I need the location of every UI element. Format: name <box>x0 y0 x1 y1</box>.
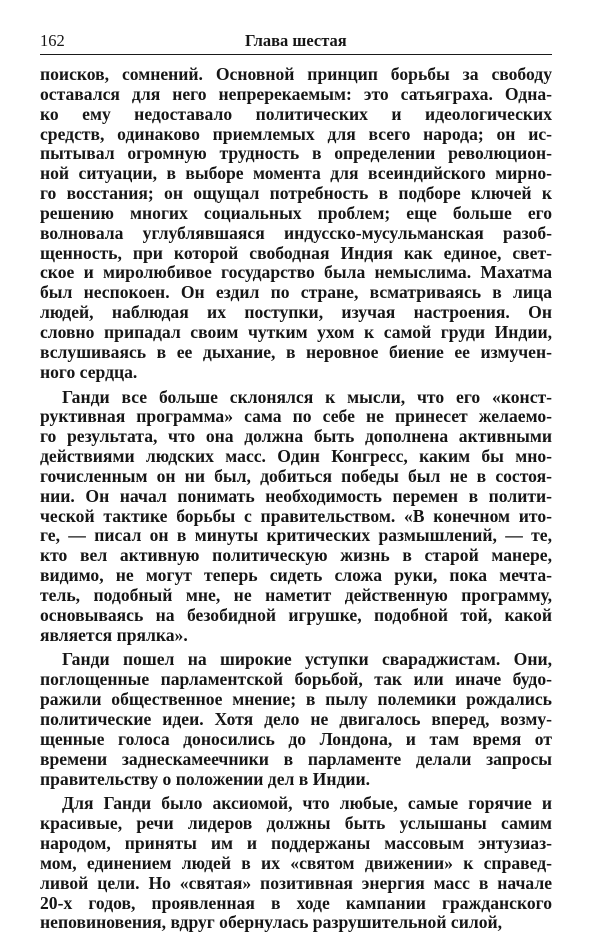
text-line: политические идеи. Хотя дело не двигалось вперед, возму- <box>40 710 552 729</box>
text-line: гочисленным он ни был, добиться победы был не в состоя- <box>40 466 552 486</box>
text-line: Ганди все больше склонялся к мысли, что его «конст- <box>62 387 552 407</box>
text-line: руктивная программа» сама по себе не принесет желаемо- <box>40 407 552 427</box>
text-line: го восстания; он ощущал потребность в подборе ключей к <box>40 184 552 204</box>
paragraph <box>40 650 552 789</box>
text-line: средств, одинаково приемлемых для всего народа; он ис- <box>40 124 552 144</box>
text-line: го результата, что она должна быть дополнена активными <box>40 427 552 447</box>
text-line: кто вел активную политическую жизнь в старой манере, <box>40 546 552 566</box>
text-line: ге, — писал он в минуты критических размышлений, — те, <box>40 526 552 546</box>
text-line: решению многих социальных проблем; еще больше его <box>40 203 552 223</box>
text-line: является прялка». <box>40 625 188 645</box>
paragraph <box>40 65 552 383</box>
body-text <box>40 65 552 938</box>
text-line: основываясь на безобидной игрушке, подобной той, какой <box>40 605 552 625</box>
text-line: нии. Он начал понимать необходимость перемен в полити- <box>40 486 552 506</box>
text-line: ной ситуации, в выборе момента для всеиндийского мирно- <box>40 164 552 184</box>
text-line: ного сердца. <box>40 362 138 382</box>
text-line: поглощенные парламентской борьбой, так или иначе будо- <box>40 670 552 690</box>
page-number: 162 <box>40 31 65 50</box>
paragraph <box>40 388 552 646</box>
text-line: видимо, не могут теперь сидеть сложа руки, пока мечта- <box>40 566 552 586</box>
text-line: тель, подобный мне, не наметит действенную программу, <box>40 585 552 605</box>
text-line: ское и миролюбивое государство была немыслима. Махатма <box>40 263 552 283</box>
text-line: поисков, сомнений. Основной принцип борьбы за свободу <box>40 65 552 84</box>
text-line: щенные голоса доносились до Лондона, и там время от <box>40 729 552 749</box>
text-line: ражили общественное мнение; в пылу полемики рождались <box>40 690 552 710</box>
text-line: оставался для него непререкаемым: это сатьяграха. Одна- <box>40 84 552 104</box>
text-line: словно припадал своим чутким ухом к самой груди Индии, <box>40 322 552 342</box>
page-header <box>40 30 552 52</box>
text-line: людей, наблюдая их поступки, изучая настроения. Он <box>40 303 552 323</box>
text-line: ческой тактике борьбы с правительством. «В конечном ито- <box>40 506 552 526</box>
text-line: пытывал огромную трудность в определении революцион- <box>40 144 552 164</box>
text-line: Ганди пошел на широкие уступки свараджистам. Они, <box>62 650 552 670</box>
text-line: 20-х годов, проявленная в ходе кампании гражданского <box>40 893 552 913</box>
text-line: красивые, речи лидеров должны быть услышаны самим <box>40 814 552 834</box>
text-line: щенность, при которой свободная Индия как единое, свет- <box>40 243 552 263</box>
running-title: Глава шестая <box>245 31 347 50</box>
header-divider <box>40 54 552 55</box>
text-line: Для Ганди было аксиомой, что любые, самые горячие и <box>62 794 552 814</box>
text-line: вслушиваясь в ее дыхание, в неровное биение ее измучен- <box>40 342 552 362</box>
text-line: был неспокоен. Он ездил по стране, всматриваясь в лица <box>40 283 552 303</box>
text-line: волновала углублявшаяся индусско-мусульманская разоб- <box>40 223 552 243</box>
text-line: ливой цели. Но «святая» позитивная энергия масс в начале <box>40 873 552 893</box>
text-line: ко ему недоставало политических и идеологических <box>40 104 552 124</box>
text-line: действиями людских масс. Один Конгресс, каким бы мно- <box>40 447 552 467</box>
text-line: народом, приняты им и поддержаны массовым энтузиаз- <box>40 834 552 854</box>
text-line: времени заднескамеечники в парламенте делали запросы <box>40 749 552 769</box>
text-line: неповиновения, вдруг обернулась разрушительной силой, <box>40 913 503 933</box>
text-line: правительству о положении дел в Индии. <box>40 769 371 789</box>
text-line: мом, единением людей в их «святом движении» к справед- <box>40 853 552 873</box>
paragraph <box>40 794 552 933</box>
book-page <box>40 30 552 933</box>
